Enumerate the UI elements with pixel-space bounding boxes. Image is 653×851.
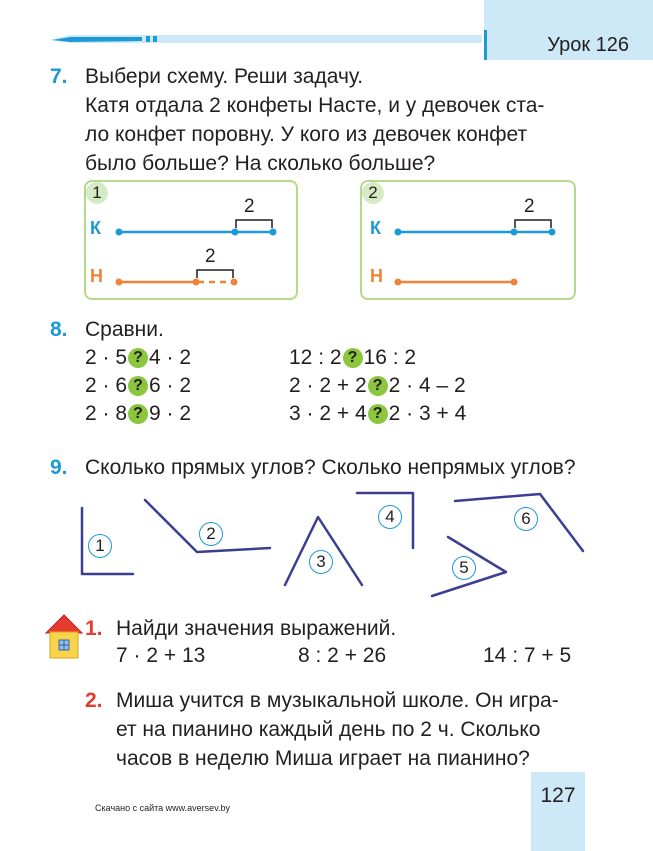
scheme-1-brace-top: 2 xyxy=(244,196,255,217)
expr: 9 · 2 xyxy=(149,402,192,425)
home-icon xyxy=(44,613,84,661)
compare-row-2-left xyxy=(85,371,191,400)
expr: 2 · 5 xyxy=(85,346,128,369)
task-7-number: 7. xyxy=(50,65,68,88)
question-mark-icon: ? xyxy=(343,348,363,368)
task-7-line-2: Катя отдала 2 конфеты Насте, и у девочек ста- xyxy=(85,94,545,117)
angle-5-label: 5 xyxy=(452,556,476,580)
expr: 4 · 2 xyxy=(149,346,192,369)
expression-2: 8 : 2 + 26 xyxy=(298,644,387,667)
scheme-2-label-n: Н xyxy=(370,266,383,286)
question-mark-icon: ? xyxy=(368,376,388,396)
scheme-1-diagram xyxy=(86,182,296,298)
scheme-2 xyxy=(360,180,576,300)
question-mark-icon: ? xyxy=(128,348,148,368)
expr: 3 · 2 + 4 xyxy=(289,402,367,425)
expr: 6 · 2 xyxy=(149,374,192,397)
task-8-title: Сравни. xyxy=(85,318,164,341)
scheme-1 xyxy=(84,180,298,300)
expr: 2 · 8 xyxy=(85,402,128,425)
angle-6-label: 6 xyxy=(514,507,538,531)
page-number: 127 xyxy=(540,784,576,807)
scheme-2-brace-top: 2 xyxy=(524,196,535,217)
compare-row-1-right xyxy=(289,343,416,372)
task-9-number: 9. xyxy=(50,456,68,479)
lesson-tab xyxy=(484,0,653,60)
compare-row-3-left xyxy=(85,399,191,428)
expr: 2 · 2 + 2 xyxy=(289,374,367,397)
expr: 12 : 2 xyxy=(289,346,342,369)
scheme-1-brace-bottom: 2 xyxy=(205,246,216,267)
task-7-line-4: было больше? На сколько больше? xyxy=(85,152,436,175)
scheme-1-number: 1 xyxy=(86,182,108,204)
scheme-2-label-k: К xyxy=(370,218,381,238)
compare-row-3-right xyxy=(289,399,466,428)
source-note: Скачано с сайта www.aversev.by xyxy=(95,803,231,813)
home-task-2-line-3: часов в неделю Миша играет на пианино? xyxy=(116,747,530,770)
home-task-2-line-2: ет на пианино каждый день по 2 ч. Сколько xyxy=(116,718,541,741)
angle-4-label: 4 xyxy=(378,505,402,529)
angle-3-label: 3 xyxy=(309,550,333,574)
home-task-1-title: Найди значения выражений. xyxy=(116,617,397,640)
angle-2-label: 2 xyxy=(199,522,223,546)
question-mark-icon: ? xyxy=(368,404,388,424)
expr: 2 · 4 – 2 xyxy=(388,374,466,397)
scheme-2-diagram xyxy=(362,182,574,298)
home-task-1-number: 1. xyxy=(85,617,103,640)
expression-3: 14 : 7 + 5 xyxy=(483,644,572,667)
question-mark-icon: ? xyxy=(128,404,148,424)
scheme-2-number: 2 xyxy=(362,182,384,204)
header-decoration xyxy=(50,34,482,44)
home-task-2-number: 2. xyxy=(85,689,103,712)
expression-1: 7 · 2 + 13 xyxy=(116,644,206,667)
lesson-title: Урок 126 xyxy=(547,34,629,56)
task-9-title: Сколько прямых углов? Сколько непрямых углов? xyxy=(85,456,576,479)
question-mark-icon: ? xyxy=(128,376,148,396)
expr: 2 · 6 xyxy=(85,374,128,397)
task-7-line-3: ло конфет поровну. У кого из девочек конфет xyxy=(85,123,528,146)
scheme-1-label-n: Н xyxy=(90,266,103,286)
compare-row-1-left xyxy=(85,343,191,372)
home-task-2-line-1: Миша учится в музыкальной школе. Он игра- xyxy=(116,689,559,712)
expr: 16 : 2 xyxy=(363,346,417,369)
scheme-1-label-k: К xyxy=(90,218,101,238)
compare-row-2-right xyxy=(289,371,466,400)
angle-1-label: 1 xyxy=(88,534,112,558)
expr: 2 · 3 + 4 xyxy=(388,402,467,425)
task-7-line-1: Выбери схему. Реши задачу. xyxy=(85,65,364,88)
task-8-number: 8. xyxy=(50,318,68,341)
